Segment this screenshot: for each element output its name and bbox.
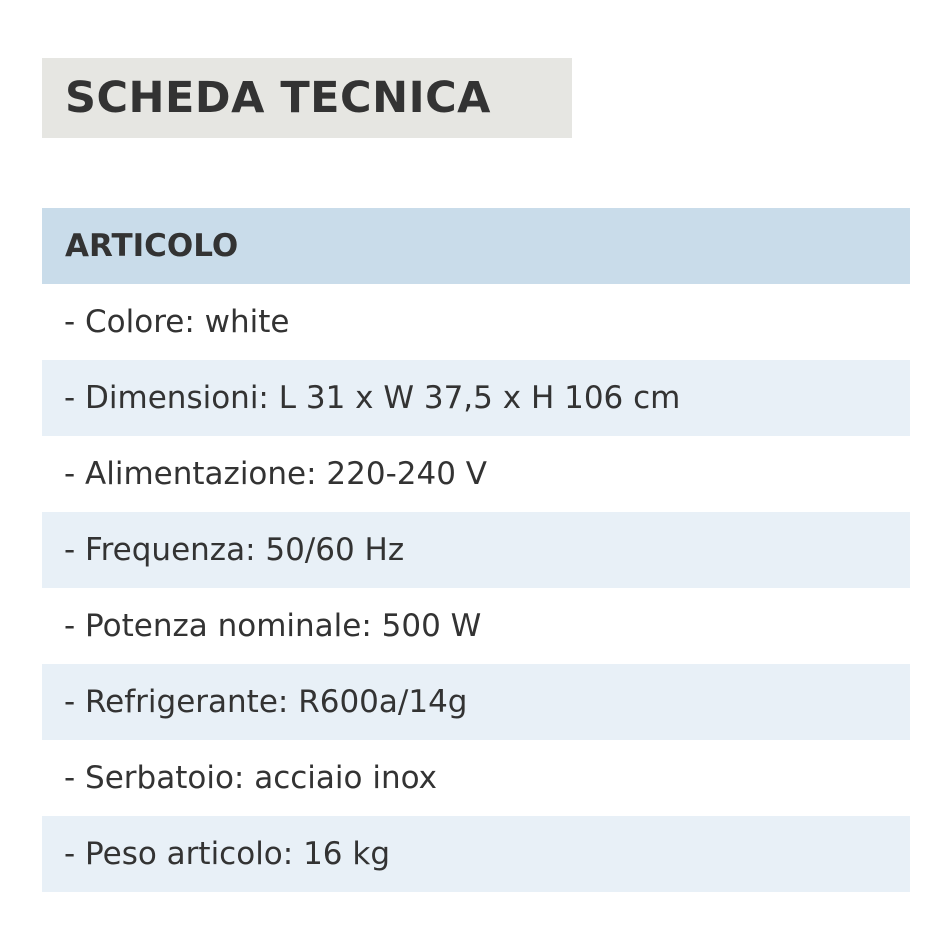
spec-row-text: - Colore: white [64, 304, 290, 340]
spec-table [42, 208, 910, 892]
spec-row-dimensioni [42, 360, 910, 436]
spec-section-title: ARTICOLO [65, 228, 239, 264]
spec-row-text: - Frequenza: 50/60 Hz [64, 532, 405, 568]
spec-section-header [42, 208, 910, 284]
spec-row-peso [42, 816, 910, 892]
spec-row-refrigerante [42, 664, 910, 740]
spec-row-text: - Refrigerante: R600a/14g [64, 684, 468, 720]
page-title: SCHEDA TECNICA [65, 73, 491, 123]
spec-row-text: - Potenza nominale: 500 W [64, 608, 482, 644]
spec-row-text: - Peso articolo: 16 kg [64, 836, 390, 872]
spec-rows [42, 284, 910, 892]
spec-row-frequenza [42, 512, 910, 588]
spec-row-serbatoio [42, 740, 910, 816]
spec-row-text: - Dimensioni: L 31 x W 37,5 x H 106 cm [64, 380, 681, 416]
spec-row-text: - Serbatoio: acciaio inox [64, 760, 437, 796]
spec-row-potenza [42, 588, 910, 664]
spec-row-alimentazione [42, 436, 910, 512]
spec-row-text: - Alimentazione: 220-240 V [64, 456, 487, 492]
spec-row-colore [42, 284, 910, 360]
title-banner [42, 58, 572, 138]
